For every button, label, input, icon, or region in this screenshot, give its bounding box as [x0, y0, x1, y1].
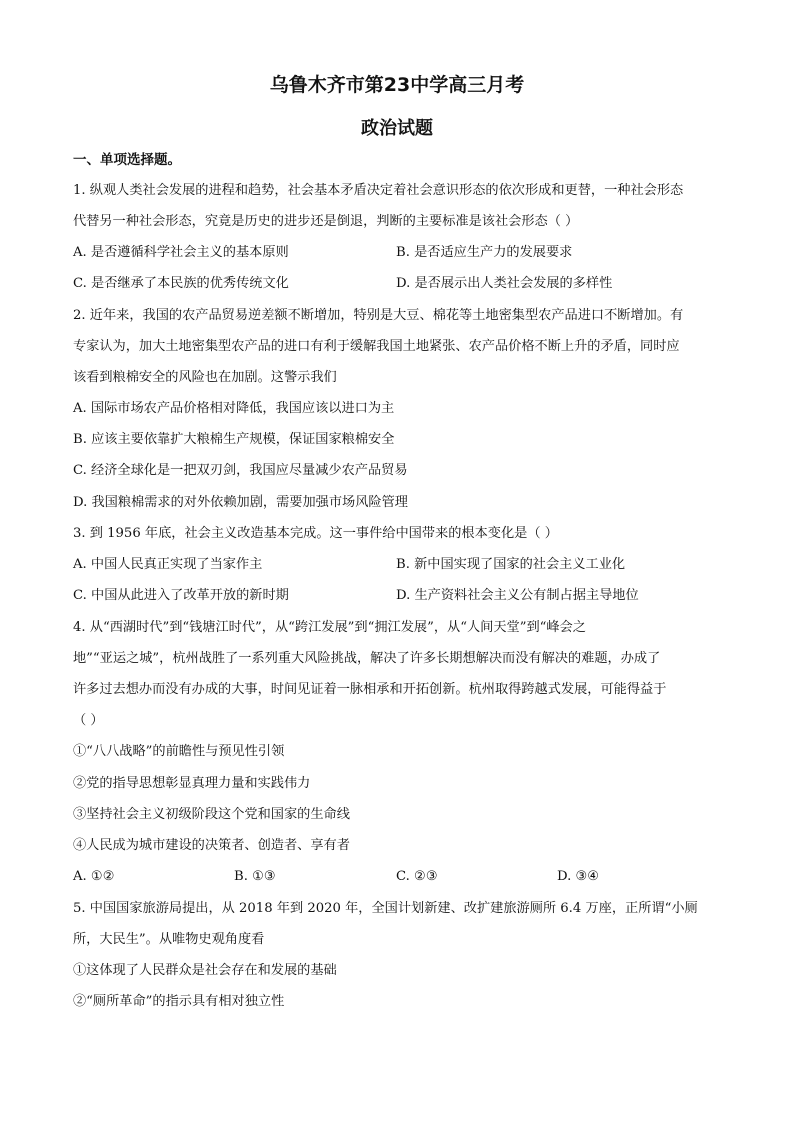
question-4-stem-cont: 地”“亚运之城”，杭州战胜了一系列重大风险挑战，解决了许多长期想解决而没有解决的难题，办成了: [73, 651, 661, 666]
question-4-stem: 4. 从“西湖时代”到“钱塘江时代”，从“跨江发展”到“拥江发展”，从“人间天堂”到“峰会之: [73, 620, 586, 635]
question-2-option-c: C. 经济全球化是一把双刃剑，我国应尽量减少农产品贸易: [73, 463, 408, 478]
question-2-option-d: D. 我国粮棉需求的对外依赖加剧，需要加强市场风险管理: [73, 495, 408, 510]
question-5-statement-1: ①这体现了人民群众是社会存在和发展的基础: [73, 963, 337, 978]
question-4-statement-4: ④人民成为城市建设的决策者、创造者、享有者: [73, 838, 350, 853]
question-5-statement-2: ②“厕所革命”的指示具有相对独立性: [73, 994, 285, 1009]
question-2-stem-cont: 该看到粮棉安全的风险也在加剧。这警示我们: [73, 370, 337, 385]
question-2-stem: 2. 近年来，我国的农产品贸易逆差额不断增加，特别是大豆、棉花等土地密集型农产品进口不断增加。有: [73, 308, 684, 323]
question-4-stem-cont: （ ）: [73, 713, 104, 728]
question-4-option-a: A. ①②: [73, 869, 115, 884]
section-heading: 一、单项选择题。: [73, 152, 181, 168]
question-4-option-b: B. ①③: [234, 869, 276, 884]
question-5-stem-cont: 所，大民生”。从唯物史观角度看: [73, 932, 265, 947]
question-4-option-d: D. ③④: [557, 869, 600, 884]
question-4-statement-3: ③坚持社会主义初级阶段这个党和国家的生命线: [73, 807, 350, 822]
question-1-option-c: C. 是否继承了本民族的优秀传统文化: [73, 276, 289, 291]
question-4-option-c: C. ②③: [396, 869, 438, 884]
question-4-statement-2: ②党的指导思想彰显真理力量和实践伟力: [73, 776, 311, 791]
question-3-stem: 3. 到 1956 年底，社会主义改造基本完成。这一事件给中国带来的根本变化是（ ）: [73, 526, 558, 541]
question-1-option-b: B. 是否适应生产力的发展要求: [396, 245, 573, 260]
question-5-stem: 5. 中国国家旅游局提出，从 2018 年到 2020 年，全国计划新建、改扩建旅游厕所 6.4 万座，正所谓“小厕: [73, 901, 698, 916]
question-1-stem: 1. 纵观人类社会发展的进程和趋势，社会基本矛盾决定着社会意识形态的依次形成和更替，一种社会形态: [73, 183, 684, 198]
question-2-stem-cont: 专家认为，加大土地密集型农产品的进口有利于缓解我国土地紧张、农产品价格不断上升的矛盾，同时应: [73, 339, 680, 354]
question-1-stem-cont: 代替另一种社会形态，究竟是历史的进步还是倒退，判断的主要标准是该社会形态（ ）: [73, 214, 579, 229]
question-4-statement-1: ①“八八战略”的前瞻性与预见性引领: [73, 744, 285, 759]
question-1-option-a: A. 是否遵循科学社会主义的基本原则: [73, 245, 289, 260]
question-3-option-c: C. 中国从此进入了改革开放的新时期: [73, 588, 289, 603]
page-subtitle: 政治试题: [361, 118, 433, 139]
question-2-option-b: B. 应该主要依靠扩大粮棉生产规模，保证国家粮棉安全: [73, 432, 395, 447]
question-3-option-a: A. 中国人民真正实现了当家作主: [73, 557, 263, 572]
question-4-stem-cont: 许多过去想办而没有办成的大事，时间见证着一脉相承和开拓创新。杭州取得跨越式发展，可能得益于: [73, 682, 667, 697]
question-3-option-b: B. 新中国实现了国家的社会主义工业化: [396, 557, 626, 572]
question-1-option-d: D. 是否展示出人类社会发展的多样性: [396, 276, 613, 291]
question-3-option-d: D. 生产资料社会主义公有制占据主导地位: [396, 588, 639, 603]
page-title: 乌鲁木齐市第23中学高三月考: [269, 74, 525, 96]
question-2-option-a: A. 国际市场农产品价格相对降低，我国应该以进口为主: [73, 401, 395, 416]
